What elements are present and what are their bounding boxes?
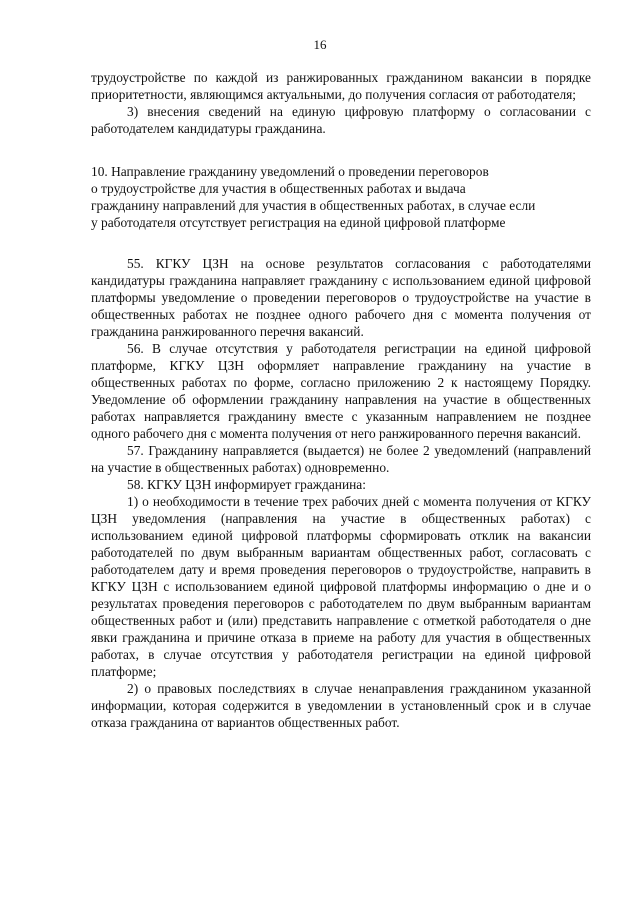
heading-line: 10. Направление гражданину уведомлений о проведении переговоров — [91, 164, 489, 179]
paragraph-58: 58. КГКУ ЦЗН информирует гражданина: — [127, 477, 366, 492]
paragraph-56: 56. В случае отсутствия у работодателя регистрации на единой цифровой платформе, КГКУ ЦЗН оформляет направление гражданину на участие в общественных работах по форме, согласно приложению 2 к настоящему Порядку. Уведомление об оформлении гражданину направления на участие в общественных работах направляется гражданину вместе с указанным направлением не позднее одного рабочего дня с момента получения от него ранжированного перечня вакансий. — [91, 341, 591, 441]
paragraph-58-item-2: 2) о правовых последствиях в случае ненаправления гражданином указанной информации, которая содержится в уведомлении в установленный срок и в случае отказа гражданина от вариантов общественных работ. — [91, 681, 591, 730]
heading-line: гражданину направлений для участия в общественных работах, в случае если — [91, 198, 536, 213]
paragraph-57: 57. Гражданину направляется (выдается) не более 2 уведомлений (направлений на участие в общественных работах) одновременно. — [91, 443, 591, 475]
page-number: 16 — [313, 37, 327, 52]
paragraph-58-item-1: 1) о необходимости в течение трех рабочих дней с момента получения от КГКУ ЦЗН уведомления (направления на участие в общественных работах) с использованием единой цифровой платформы сформировать отклик на вакансии работодателей по двум выбранным вариантам общественных работ, согласовать с работодателем дату и время проведения переговоров о трудоустройстве, направить в КГКУ ЦЗН с использованием единой цифровой платформы информацию о дне и о результатах проведения переговоров с работодателем по двум выбранным вариантам общественных работ и (или) представить направление с отметкой работодателя о дне явки гражданина и причине отказа в приеме на работу для участия в общественных работах, в случае отсутствия у работодателя регистрации на единой цифровой платформе; — [91, 494, 591, 679]
paragraph-continued: трудоустройстве по каждой из ранжированных гражданином вакансии в порядке приоритетности, являющимся актуальными, до получения согласия от работодателя; — [91, 70, 591, 102]
heading-line: у работодателя отсутствует регистрация на единой цифровой платформе — [91, 215, 506, 230]
section-heading — [91, 163, 591, 231]
heading-line: о трудоустройстве для участия в общественных работах и выдача — [91, 181, 466, 196]
paragraph-55: 55. КГКУ ЦЗН на основе результатов согласования с работодателями кандидатуры гражданина направляет гражданину с использованием единой цифровой платформы уведомление о проведении переговоров о трудоустройстве на участие в общественных работах не позднее одного рабочего дня с момента получения от гражданина ранжированного перечня вакансий. — [91, 256, 591, 339]
paragraph-item-3: 3) внесения сведений на единую цифровую платформу о согласовании с работодателем кандидатуры гражданина. — [91, 104, 591, 136]
document-body — [91, 69, 591, 731]
